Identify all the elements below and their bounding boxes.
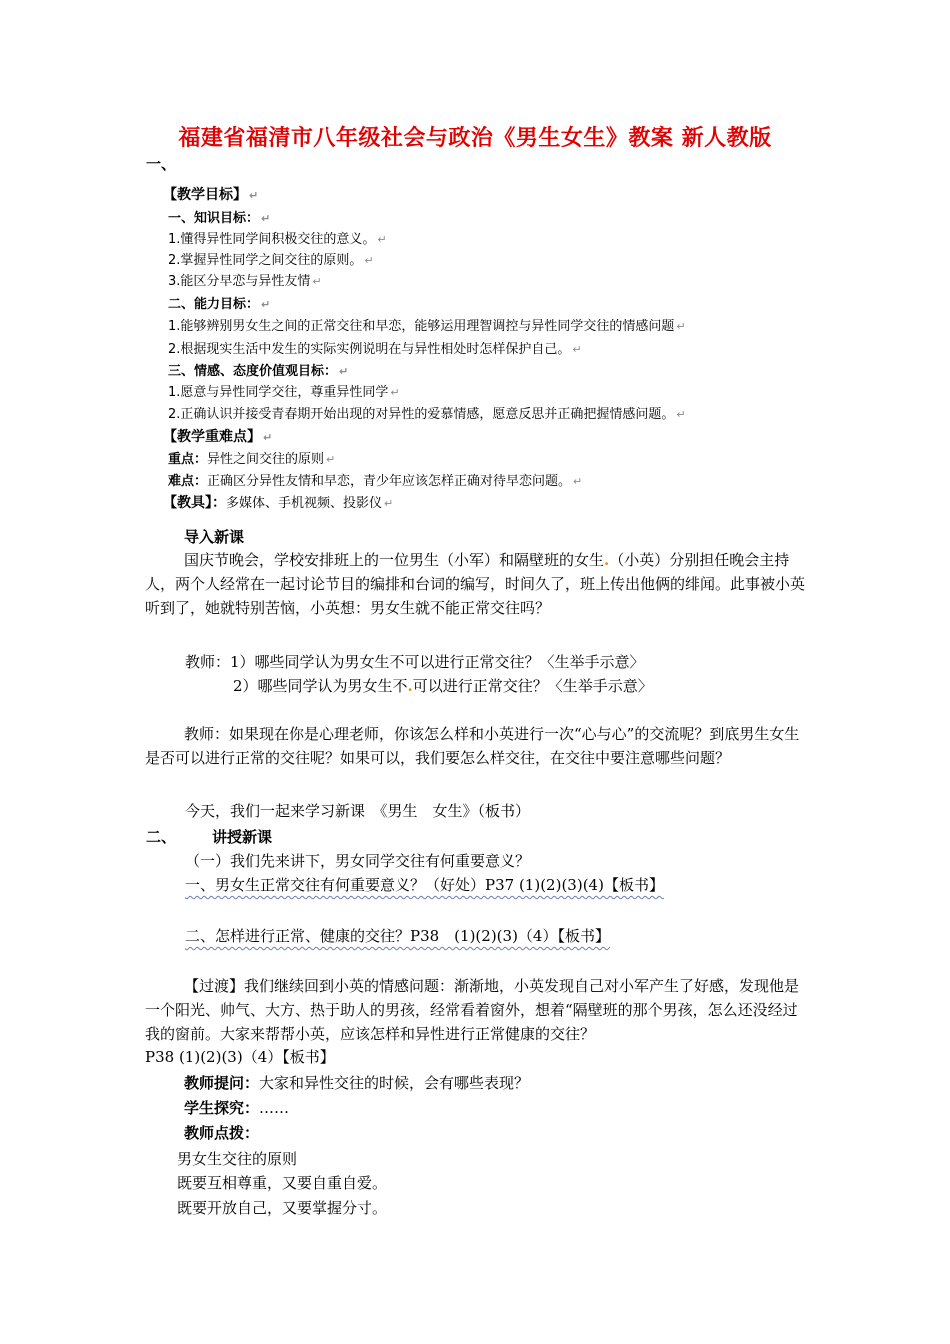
section-two-number: 二、 bbox=[146, 828, 177, 846]
section-one-number: 一、 bbox=[146, 155, 177, 173]
return-mark-icon: ↵ bbox=[390, 386, 400, 399]
intro-heading: 导入新课 bbox=[184, 528, 245, 546]
knowledge-heading: 一、知识目标： ↵ bbox=[168, 211, 271, 226]
return-mark-icon: ↵ bbox=[572, 343, 582, 356]
difficult-point: 难点：正确区分异性友情和早恋，青少年应该怎样正确对待早恋问题。 ↵ bbox=[168, 474, 583, 489]
section-two-question: （一）我们先来讲下，男女同学交往有何重要意义？ bbox=[185, 852, 531, 870]
teacher-question-2: 2）哪些同学认为男女生不.可以进行正常交往？〈生举手示意〉 bbox=[233, 677, 653, 695]
return-mark-icon: ↵ bbox=[263, 431, 273, 444]
return-mark-icon: ↵ bbox=[249, 189, 259, 202]
teaching-tools: 【教具】：多媒体、手机视频、投影仪 ↵ bbox=[163, 495, 394, 511]
transition-reference: P38 (1)(2)(3)（4）【板书】 bbox=[145, 1048, 335, 1066]
today-lesson: 今天，我们一起来学习新课 《男生 女生》（板书） bbox=[185, 802, 531, 820]
return-mark-icon: ↵ bbox=[312, 275, 322, 288]
student-explore: 学生探究：…… bbox=[184, 1099, 290, 1117]
knowledge-item: 1.懂得异性同学间积极交往的意义。 ↵ bbox=[168, 232, 387, 247]
emotion-item: 2.正确认识并接受青春期开始出现的对异性的爱慕情感，愿意反思并正确把握情感问题。 ↵ bbox=[168, 407, 686, 422]
emotion-item: 1.愿意与异性同学交往，尊重异性同学 ↵ bbox=[168, 385, 400, 400]
principle-title: 男女生交往的原则 bbox=[177, 1150, 298, 1168]
return-mark-icon: ↵ bbox=[364, 254, 374, 267]
intro-story: 国庆节晚会，学校安排班上的一位男生（小军）和隔壁班的女生.（小英）分别担任晚会主持人，两个人经常在一起讨论节目的编排和台词的编写，时间久了，班上传出他俩的绯闻。此事被小英听到了，她就特别苦恼，小英想：男女生就不能正常交往吗？ bbox=[145, 551, 806, 617]
return-mark-icon: ↵ bbox=[261, 212, 271, 225]
teacher-question-3: 教师：如果现在你是心理老师，你该怎么样和小英进行一次“心与心”的交流呢？到底男生女生是否可以进行正常的交往呢？如果可以，我们要怎么样交往，在交往中要注意哪些问题？ bbox=[145, 725, 800, 767]
emotion-heading: 三、情感、态度价值观目标： ↵ bbox=[168, 364, 349, 379]
return-mark-icon: ↵ bbox=[326, 453, 336, 466]
key-points-heading: 【教学重难点】 ↵ bbox=[163, 429, 273, 445]
return-mark-icon: ↵ bbox=[261, 298, 271, 311]
return-mark-icon: ↵ bbox=[377, 233, 387, 246]
ability-item: 2.根据现实生活中发生的实际实例说明在与异性相处时怎样保护自己。 ↵ bbox=[168, 342, 582, 357]
return-mark-icon: ↵ bbox=[676, 320, 686, 333]
return-mark-icon: ↵ bbox=[384, 497, 394, 510]
principle-item: 既要互相尊重，又要自重自爱。 bbox=[177, 1174, 388, 1192]
ability-heading: 二、能力目标： ↵ bbox=[168, 297, 271, 312]
transition-paragraph: 【过渡】我们继续回到小英的情感问题：渐渐地，小英发现自己对小军产生了好感，发现他是一个阳光、帅气、大方、热于助人的男孩，经常看着窗外，想着“隔壁班的那个男孩，怎么还没经过我的窗前。大家来帮帮小英，应该怎样和异性进行正常健康的交往？ bbox=[145, 977, 800, 1043]
board-point-2: 二、怎样进行正常、健康的交往？P38 (1)(2)(3)（4）【板书】 bbox=[185, 927, 610, 945]
teacher-guide-label: 教师点拨： bbox=[184, 1124, 260, 1142]
section-two-heading: 讲授新课 bbox=[212, 828, 273, 846]
return-mark-icon: ↵ bbox=[573, 475, 583, 488]
knowledge-item: 2.掌握异性同学之间交往的原则。 ↵ bbox=[168, 253, 374, 268]
principle-item: 既要开放自己，又要掌握分寸。 bbox=[177, 1199, 388, 1217]
key-point: 重点：异性之间交往的原则 ↵ bbox=[168, 452, 336, 467]
document-title: 福建省福清市八年级社会与政治《男生女生》教案 新人教版 bbox=[178, 126, 772, 151]
board-point-1: 一、男女生正常交往有何重要意义？（好处）P37 (1)(2)(3)(4)【板书】 bbox=[185, 876, 664, 894]
teacher-ask: 教师提问：大家和异性交往的时候，会有哪些表现？ bbox=[184, 1074, 530, 1092]
edit-mark: . bbox=[604, 551, 610, 569]
objectives-heading: 【教学目标】 ↵ bbox=[163, 187, 259, 203]
return-mark-icon: ↵ bbox=[676, 408, 686, 421]
ability-item: 1.能够辨别男女生之间的正常交往和早恋，能够运用理智调控与异性同学交往的情感问题 ↵ bbox=[168, 319, 686, 334]
edit-mark: . bbox=[407, 677, 413, 695]
return-mark-icon: ↵ bbox=[339, 365, 349, 378]
teacher-question-1: 教师：1）哪些同学认为男女生不可以进行正常交往？〈生举手示意〉 bbox=[185, 653, 645, 671]
knowledge-item: 3.能区分早恋与异性友情 ↵ bbox=[168, 274, 322, 289]
